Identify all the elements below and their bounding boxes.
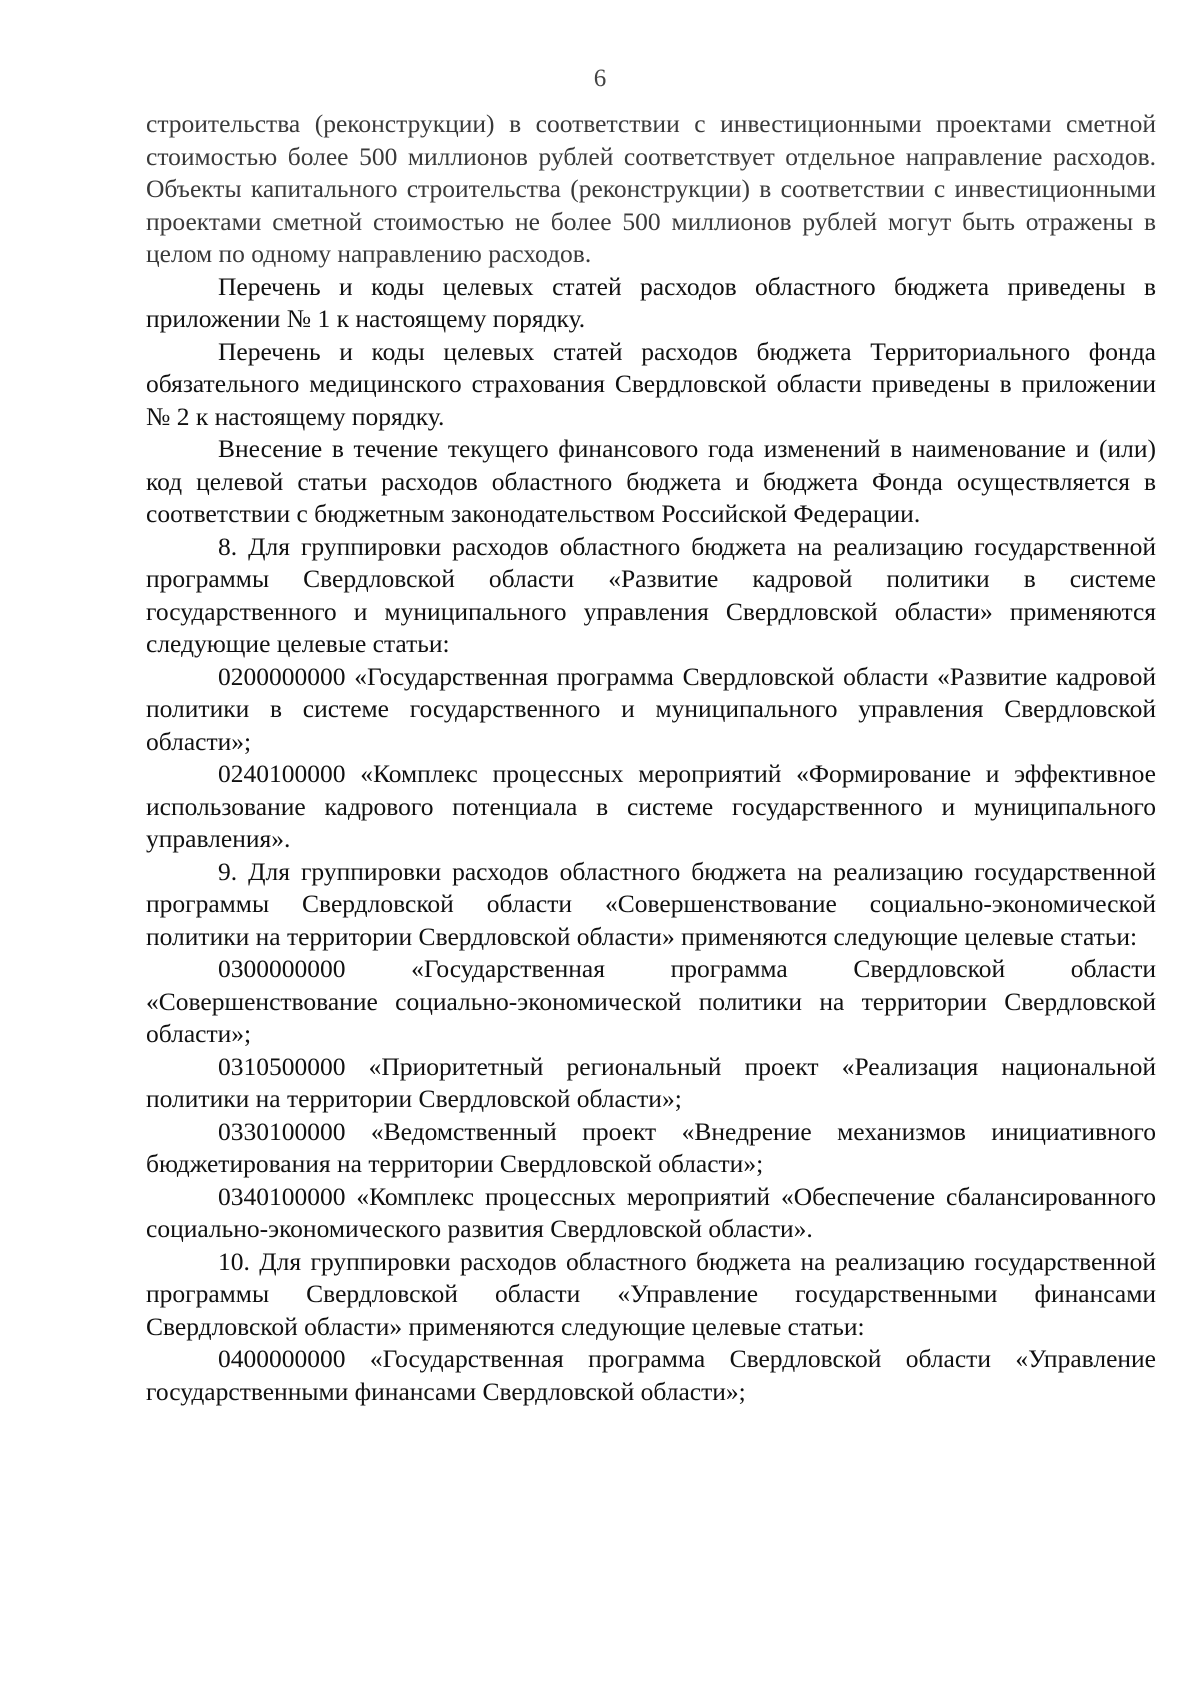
code-0300000000: 0300000000 «Государственная программа Свердловской области «Совершенствование социально-экономической политики на территории Свердловской области»; bbox=[146, 954, 1156, 1048]
code-0240100000: 0240100000 «Комплекс процессных мероприятий «Формирование и эффективное использование кадрового потенциала в системе государственного и муниципального управления». bbox=[146, 759, 1156, 853]
paragraph-changes: Внесение в течение текущего финансового года изменений в наименование и (или) код целевой статьи расходов областного бюджета и бюджета Фонда осуществляется в соответствии с бюджетным законодательством Российской Федерации. bbox=[146, 434, 1156, 528]
code-0200000000: 0200000000 «Государственная программа Свердловской области «Развитие кадровой политики в системе государственного и муниципального управления Свердловской области»; bbox=[146, 661, 1156, 756]
document-body bbox=[146, 108, 1156, 1408]
code-0340100000: 0340100000 «Комплекс процессных мероприятий «Обеспечение сбалансированного социально-экономического развития Свердловской области». bbox=[146, 1181, 1156, 1243]
code-0310500000: 0310500000 «Приоритетный региональный проект «Реализация национальной политики на территории Свердловской области»; bbox=[146, 1051, 1156, 1113]
paragraph-item-9: 9. Для группировки расходов областного бюджета на реализацию государственной программы Свердловской области «Совершенствование социально-экономической политики на территории Свердловской области» применяются следующие целевые статьи: bbox=[146, 856, 1156, 951]
paragraph-continuation: строительства (реконструкции) в соответствии с инвестиционными проектами сметной стоимостью более 500 миллионов рублей соответствует отдельное направление расходов. Объекты капитального строительства (реконструкции) в соответствии с инвестиционными проектами сметной стоимостью не более 500 миллионов рублей могут быть отражены в целом по одному направлению расходов. bbox=[146, 109, 1156, 268]
page-number: 6 bbox=[593, 65, 607, 92]
paragraph-appendix-2: Перечень и коды целевых статей расходов бюджета Территориального фонда обязательного медицинского страхования Свердловской области приведены в приложении № 2 к настоящему порядку. bbox=[146, 336, 1156, 431]
code-0330100000: 0330100000 «Ведомственный проект «Внедрение механизмов инициативного бюджетирования на территории Свердловской области»; bbox=[146, 1116, 1156, 1178]
paragraph-item-8: 8. Для группировки расходов областного бюджета на реализацию государственной программы Свердловской области «Развитие кадровой политики в системе государственного и муниципального управления Свердловской области» применяются следующие целевые статьи: bbox=[146, 531, 1156, 658]
paragraph-appendix-1: Перечень и коды целевых статей расходов областного бюджета приведены в приложении № 1 к настоящему порядку. bbox=[146, 271, 1156, 333]
paragraph-item-10: 10. Для группировки расходов областного бюджета на реализацию государственной программы Свердловской области «Управление государственными финансами Свердловской области» применяются следующие целевые статьи: bbox=[146, 1246, 1156, 1341]
code-0400000000: 0400000000 «Государственная программа Свердловской области «Управление государственными финансами Свердловской области»; bbox=[146, 1344, 1156, 1406]
